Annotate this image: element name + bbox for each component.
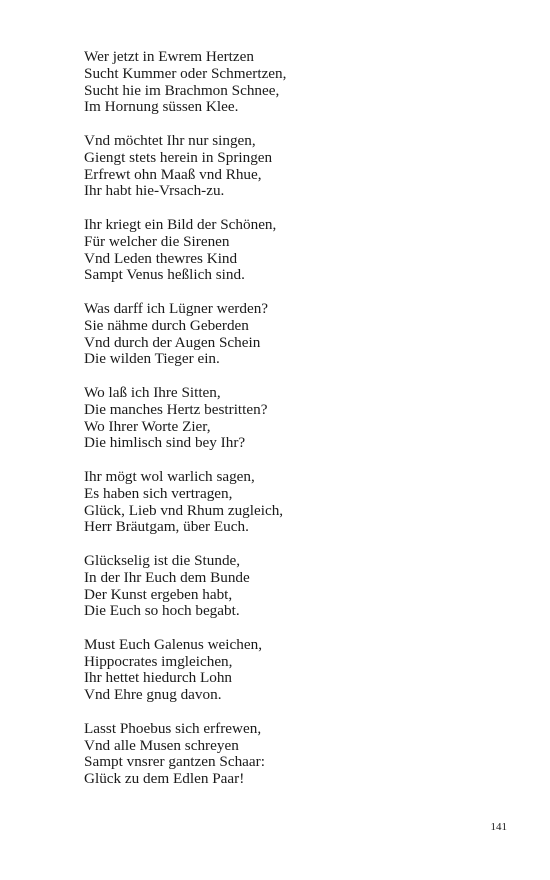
poem-line: Die Euch so hoch begabt. <box>84 602 240 620</box>
poem-line: Im Hornung süssen Klee. <box>84 98 239 116</box>
poem-line: Die manches Hertz bestritten? <box>84 400 268 418</box>
poem-line: Vnd Leden thewres Kind <box>84 249 238 267</box>
stanza <box>84 217 504 284</box>
poem-line: Die wilden Tieger ein. <box>84 350 220 368</box>
poem-line: Hippocrates imgleichen, <box>84 652 233 670</box>
poem-line: Glück zu dem Edlen Paar! <box>84 770 245 788</box>
poem-line: Wo Ihrer Worte Zier, <box>84 417 211 435</box>
poem-line: Ihr hettet hiedurch Lohn <box>84 669 233 687</box>
poem-line: Lasst Phoebus sich erfrewen, <box>84 719 262 737</box>
stanza <box>84 301 504 368</box>
poem-line: Es haben sich vertragen, <box>84 484 233 502</box>
poem-line: Sampt Venus heßlich sind. <box>84 266 245 284</box>
stanza <box>84 49 504 116</box>
poem-line: Giengt stets herein in Springen <box>84 148 273 166</box>
page-number: 141 <box>490 821 507 833</box>
poem-line: Vnd alle Musen schreyen <box>84 736 239 754</box>
stanza <box>84 637 504 704</box>
poem-line: Wer jetzt in Ewrem Hertzen <box>84 48 254 65</box>
poem-line: Vnd durch der Augen Schein <box>84 333 261 351</box>
poem-line: Ihr kriegt ein Bild der Schönen, <box>84 215 277 233</box>
poem-line: Für welcher die Sirenen <box>84 232 230 250</box>
stanza <box>84 469 504 536</box>
poem-line: Sucht Kummer oder Schmertzen, <box>84 64 287 82</box>
poem <box>84 49 504 805</box>
poem-line: Der Kunst ergeben habt, <box>84 585 233 603</box>
poem-line: Was darff ich Lügner werden? <box>84 299 269 317</box>
stanza <box>84 385 504 452</box>
poem-line: Sucht hie im Brachmon Schnee, <box>84 81 280 99</box>
poem-line: Herr Bräutgam, über Euch. <box>84 518 249 536</box>
poem-line: Glückselig ist die Stunde, <box>84 551 241 569</box>
stanza <box>84 721 504 788</box>
poem-line: Glück, Lieb vnd Rhum zugleich, <box>84 501 284 519</box>
poem-line: Die himlisch sind bey Ihr? <box>84 434 246 452</box>
poem-line: Erfrewt ohn Maaß vnd Rhue, <box>84 165 262 183</box>
poem-line: Ihr habt hie-Vrsach-zu. <box>84 182 225 200</box>
poem-line: Vnd Ehre gnug davon. <box>84 686 222 704</box>
poem-line: Must Euch Galenus weichen, <box>84 635 262 653</box>
stanza <box>84 553 504 620</box>
stanza <box>84 133 504 200</box>
poem-line: In der Ihr Euch dem Bunde <box>84 568 250 586</box>
poem-line: Vnd möchtet Ihr nur singen, <box>84 131 256 149</box>
poem-line: Sampt vnsrer gantzen Schaar: <box>84 753 265 771</box>
poem-line: Ihr mögt wol warlich sagen, <box>84 467 255 485</box>
poem-line: Sie nähme durch Geberden <box>84 316 249 334</box>
poem-line: Wo laß ich Ihre Sitten, <box>84 383 221 401</box>
